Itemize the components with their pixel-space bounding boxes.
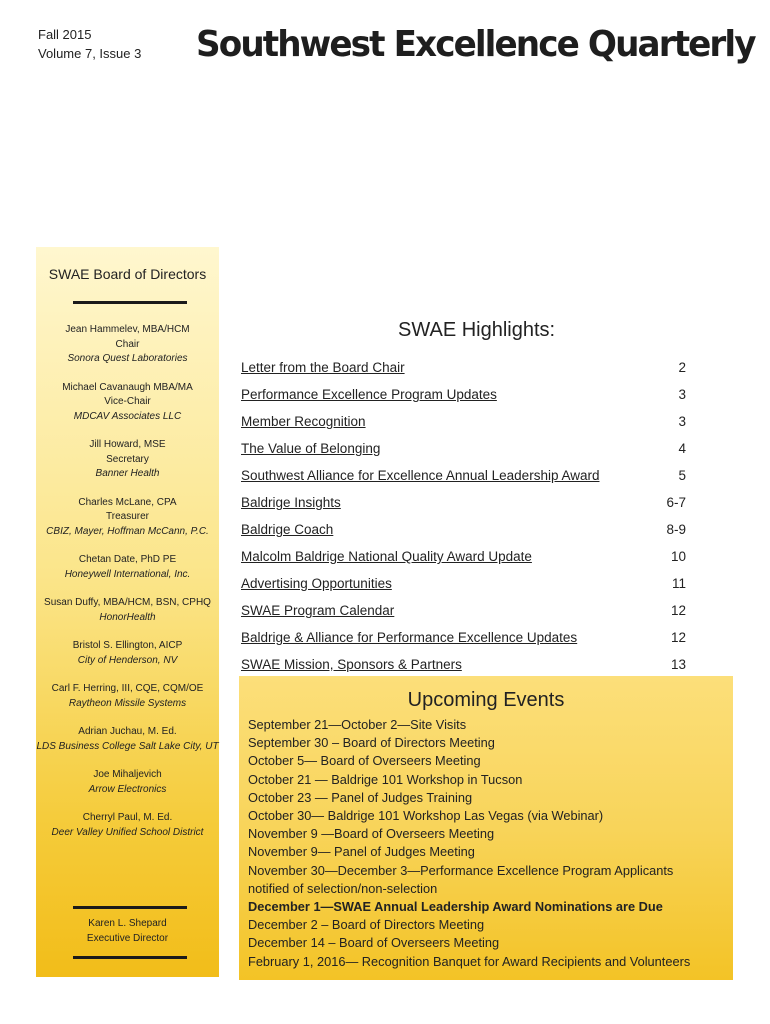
highlight-link[interactable]: Performance Excellence Program Updates	[241, 387, 497, 402]
member-organization: CBIZ, Mayer, Hoffman McCann, P.C.	[46, 525, 209, 537]
event-item: November 9 —Board of Overseers Meeting	[248, 826, 495, 842]
board-member	[36, 725, 219, 754]
highlight-item	[240, 573, 700, 600]
board-member	[36, 553, 219, 582]
event-item: February 1, 2016— Recognition Banquet for Award Recipients and Volunteers	[248, 953, 691, 969]
board-member	[36, 381, 219, 425]
highlight-item	[240, 627, 700, 654]
highlight-link[interactable]: Letter from the Board Chair	[241, 360, 405, 375]
member-organization: Raytheon Missile Systems	[68, 697, 187, 709]
highlight-item	[240, 492, 700, 519]
issue-volume: Volume 7, Issue 3	[38, 46, 142, 61]
event-item: December 1—SWAE Annual Leadership Award Nominations are Due	[248, 899, 663, 915]
issue-season: Fall 2015	[38, 27, 92, 42]
board-member	[36, 811, 219, 840]
member-organization: HonorHealth	[99, 611, 156, 623]
highlight-item	[240, 357, 700, 384]
board-member	[36, 323, 219, 367]
sidebar-title: SWAE Board of Directors	[48, 266, 207, 282]
member-name: Michael Cavanaugh MBA/MA	[62, 381, 193, 393]
member-name: Joe Mihaljevich	[93, 769, 162, 780]
executive-name: Karen L. Shepard	[88, 918, 167, 929]
highlight-page-number: 8-9	[666, 522, 686, 537]
highlight-page-number: 3	[678, 414, 686, 429]
highlight-page-number: 2	[678, 360, 686, 375]
member-name: Carl F. Herring, III, CQE, CQM/OE	[51, 683, 204, 694]
board-member	[36, 438, 219, 482]
highlight-link[interactable]: Southwest Alliance for Excellence Annual Leadership Award	[241, 468, 600, 483]
member-name: Charles McLane, CPA	[78, 496, 177, 508]
highlight-item	[240, 438, 700, 465]
member-organization: Banner Health	[95, 468, 160, 479]
board-member	[36, 682, 219, 711]
highlight-item	[240, 600, 700, 627]
highlight-item	[240, 465, 700, 492]
member-name: Bristol S. Ellington, AICP	[72, 640, 183, 651]
highlight-page-number: 10	[670, 549, 686, 564]
highlight-link[interactable]: Member Recognition	[241, 414, 366, 429]
member-name: Cherryl Paul, M. Ed.	[82, 812, 173, 823]
executive-role: Executive Director	[86, 932, 169, 944]
member-organization: LDS Business College Salt Lake City, UT	[36, 740, 219, 752]
board-member-list	[36, 323, 219, 854]
member-role: Vice-Chair	[104, 396, 151, 407]
event-item: notified of selection/non-selection	[248, 880, 438, 896]
event-item: December 2 – Board of Directors Meeting	[248, 917, 485, 933]
board-member	[36, 768, 219, 797]
highlight-link[interactable]: Baldrige & Alliance for Performance Excellence Updates	[241, 630, 578, 645]
event-item: November 9— Panel of Judges Meeting	[248, 844, 475, 860]
highlight-link[interactable]: Baldrige Coach	[241, 522, 334, 537]
member-role: Secretary	[106, 453, 149, 465]
member-name: Susan Duffy, MBA/HCM, BSN, CPHQ	[44, 597, 211, 608]
event-item: October 23 — Panel of Judges Training	[248, 789, 473, 805]
highlight-item	[240, 546, 700, 573]
highlight-page-number: 12	[670, 603, 686, 618]
highlight-page-number: 4	[678, 441, 686, 456]
highlight-page-number: 3	[678, 387, 686, 402]
divider	[73, 906, 187, 909]
highlights-list	[240, 357, 700, 681]
member-name: Jill Howard, MSE	[89, 439, 166, 450]
event-item: September 30 – Board of Directors Meeting	[248, 735, 495, 751]
event-item: November 30—December 3—Performance Excellence Program Applicants	[248, 862, 674, 878]
highlight-link[interactable]: Baldrige Insights	[241, 495, 341, 510]
highlight-page-number: 11	[671, 576, 686, 591]
highlight-link[interactable]: Malcolm Baldrige National Quality Award Update	[241, 549, 532, 564]
member-role: Treasurer	[106, 511, 149, 522]
member-name: Adrian Juchau, M. Ed.	[78, 726, 177, 737]
highlight-item	[240, 519, 700, 546]
highlight-item	[240, 384, 700, 411]
member-role: Chair	[115, 338, 140, 350]
highlight-link[interactable]: SWAE Program Calendar	[241, 603, 395, 618]
highlight-page-number: 12	[670, 630, 686, 645]
highlight-page-number: 5	[678, 468, 686, 483]
member-organization: MDCAV Associates LLC	[73, 410, 182, 422]
issue-info	[38, 25, 141, 63]
newsletter-title: Southwest Excellence Quarterly	[196, 24, 755, 65]
member-organization: Arrow Electronics	[88, 783, 167, 795]
highlight-page-number: 6-7	[666, 495, 686, 510]
event-item: September 21—October 2—Site Visits	[248, 717, 467, 732]
highlight-item	[240, 411, 700, 438]
member-organization: Sonora Quest Laboratories	[67, 353, 188, 364]
event-item: October 30— Baldrige 101 Workshop Las Vegas (via Webinar)	[248, 808, 604, 824]
member-name: Jean Hammelev, MBA/HCM	[65, 324, 190, 335]
board-member	[36, 496, 219, 540]
board-member	[36, 639, 219, 668]
member-organization: Honeywell International, Inc.	[64, 568, 191, 580]
events-list	[248, 716, 728, 971]
events-title: Upcoming Events	[407, 689, 565, 711]
member-organization: City of Henderson, NV	[77, 654, 178, 666]
member-organization: Deer Valley Unified School District	[51, 826, 204, 838]
highlights-title: SWAE Highlights:	[398, 319, 556, 341]
divider	[73, 956, 187, 959]
event-item: October 5— Board of Overseers Meeting	[248, 753, 481, 769]
highlight-link[interactable]: The Value of Belonging	[241, 441, 381, 456]
highlight-link[interactable]: Advertising Opportunities	[241, 576, 392, 591]
highlight-page-number: 13	[670, 657, 686, 672]
upcoming-events-box	[239, 676, 733, 980]
board-of-directors-sidebar	[36, 247, 219, 977]
executive-director	[36, 917, 219, 946]
divider	[73, 301, 187, 304]
board-member	[36, 596, 219, 625]
event-item: December 14 – Board of Overseers Meeting	[248, 935, 500, 951]
event-item: October 21 — Baldrige 101 Workshop in Tucson	[248, 771, 523, 787]
member-name: Chetan Date, PhD PE	[78, 554, 177, 565]
highlight-link[interactable]: SWAE Mission, Sponsors & Partners	[241, 657, 462, 672]
